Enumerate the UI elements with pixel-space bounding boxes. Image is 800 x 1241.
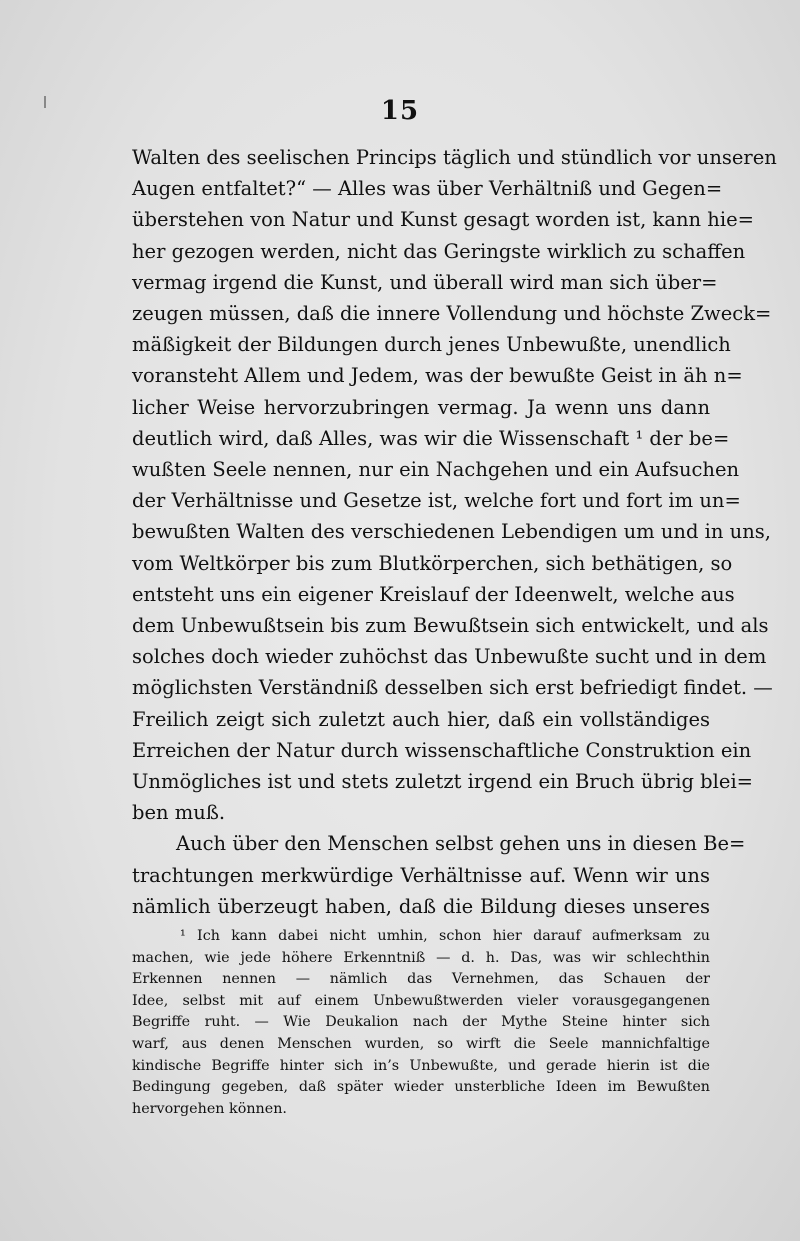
body-line: her gezogen werden, nicht das Geringste wirklich zu schaffen — [132, 239, 746, 263]
footnote-line: Bedingung gegeben, daß später wieder unsterbliche Ideen im Bewußten — [132, 1079, 710, 1096]
body-line: mäßigkeit der Bildungen durch jenes Unbewußte, unendlich — [132, 333, 731, 357]
body-line: Erreichen der Natur durch wissenschaftliche Construktion ein — [132, 738, 752, 762]
body-line-paragraph-start: Auch über den Menschen selbst gehen uns in diesen Be= — [176, 832, 746, 856]
body-line: licher Weise hervorzubringen vermag. Ja wenn uns dann — [132, 395, 710, 419]
body-line: möglichsten Verständniß desselben sich erst befriedigt findet. — — [132, 676, 773, 700]
body-line: dem Unbewußtsein bis zum Bewußtsein sich entwickelt, und als — [132, 614, 769, 638]
body-line: entsteht uns ein eigener Kreislauf der Ideenwelt, welche aus — [132, 582, 735, 606]
body-line: wußten Seele nennen, nur ein Nachgehen und ein Aufsuchen — [132, 458, 740, 482]
footnote-line: Idee, selbst mit auf einem Unbewußtwerden vieler vorausgegangenen — [132, 992, 710, 1009]
body-line: Freilich zeigt sich zuletzt auch hier, daß ein vollständiges — [132, 707, 710, 731]
body-line: bewußten Walten des verschiedenen Lebendigen um und in uns, — [132, 520, 771, 544]
body-line-paragraph-end: ben muß. — [132, 801, 226, 825]
footnote-line: Erkennen nennen — nämlich das Vernehmen, das Schauen der — [132, 971, 710, 988]
body-line: Augen entfaltet?“ — Alles was über Verhältniß und Gegen= — [132, 177, 723, 201]
body-line: deutlich wird, daß Alles, was wir die Wissenschaft ¹ der be= — [132, 426, 730, 450]
body-line: nämlich überzeugt haben, daß die Bildung dieses unseres — [132, 894, 710, 918]
body-line: vom Weltkörper bis zum Blutkörperchen, sich bethätigen, so — [132, 551, 733, 575]
footnote-line-end: hervorgehen können. — [132, 1100, 287, 1117]
page-number: 15 — [380, 96, 420, 126]
body-line: trachtungen merkwürdige Verhältnisse auf. Wenn wir uns — [132, 863, 710, 887]
body-line: der Verhältnisse und Gesetze ist, welche fort und fort im un= — [132, 489, 741, 513]
body-line: überstehen von Natur und Kunst gesagt worden ist, kann hie= — [132, 208, 754, 232]
footnote-line: Begriffe ruht. — Wie Deukalion nach der Mythe Steine hinter sich — [132, 1014, 710, 1031]
body-text — [132, 142, 777, 922]
body-line: Unmögliches ist und stets zuletzt irgend ein Bruch übrig blei= — [132, 770, 754, 794]
footnote — [132, 926, 710, 1120]
footnote-line: warf, aus denen Menschen wurden, so wirft die Seele mannichfaltige — [132, 1035, 710, 1052]
footnote-line: ¹ Ich kann dabei nicht umhin, schon hier darauf aufmerksam zu — [180, 928, 710, 944]
footnote-line: machen, wie jede höhere Erkenntniß — d. h. Das, was wir schlechthin — [132, 949, 710, 966]
body-line: Walten des seelischen Princips täglich und stündlich vor unseren — [132, 146, 777, 169]
body-line: solches doch wieder zuhöchst das Unbewußte sucht und in dem — [132, 645, 767, 669]
body-line: voransteht Allem und Jedem, was der bewußte Geist in äh n= — [132, 364, 743, 388]
body-line: vermag irgend die Kunst, und überall wird man sich über= — [132, 270, 718, 294]
body-line: zeugen müssen, daß die innere Vollendung und höchste Zweck= — [132, 302, 772, 326]
footnote-line: kindische Begriffe hinter sich in’s Unbewußte, und gerade hierin ist die — [132, 1057, 710, 1074]
